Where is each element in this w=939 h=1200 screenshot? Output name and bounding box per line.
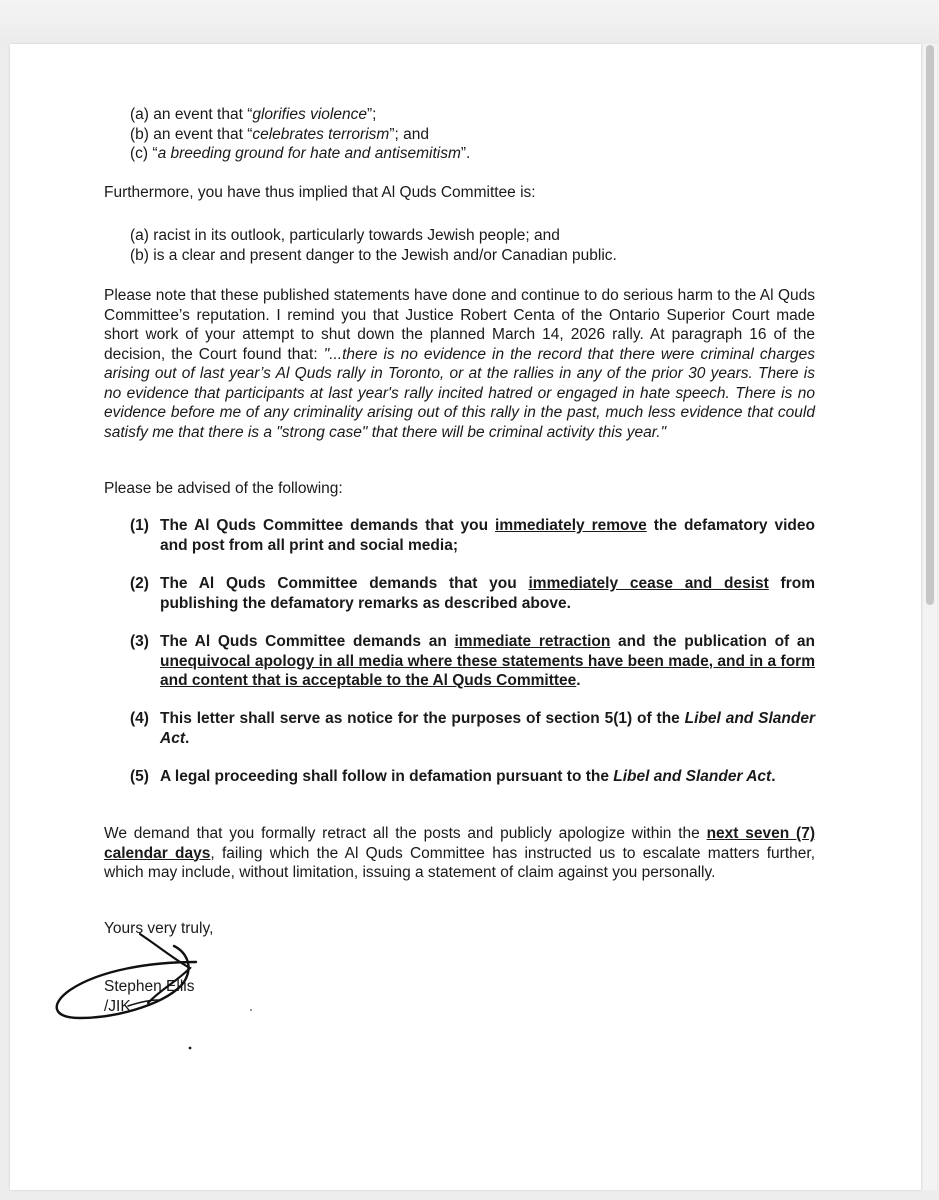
- demand-1: (1) The Al Quds Committee demands that you immediately remove the defamatory video and post from all print and social media;: [130, 517, 815, 554]
- court-quote: "...there is no evidence in the record that there were criminal charges arising out of last year’s Al Quds rally in Toronto, or at the rallies in any of the prior 30 years. There is no evidence that participants at last year's rally incited hatred or engaged in hate speech. There is no evidence before me of any criminality arising out of this rally in the past, much less evidence that could satisfy me that there is a "strong case" that there will be criminal activity this year.": [104, 345, 816, 441]
- demand-3: (3) The Al Quds Committee demands an immediate retraction and the publication of an unequivocal apology in all media where these statements have been made, and in a form and content that is acceptable to the Al Quds Committee.: [130, 633, 815, 689]
- furthermore-paragraph: Furthermore, you have thus implied that Al Quds Committee is:: [104, 184, 536, 201]
- list-item: (b) is a clear and present danger to the Jewish and/or Canadian public.: [130, 246, 617, 264]
- valediction: Yours very truly,: [104, 920, 214, 937]
- list-item: (b) an event that “celebrates terrorism”; and: [130, 125, 429, 143]
- demand-4: (4) This letter shall serve as notice for the purposes of section 5(1) of the Libel and Slander Act.: [130, 710, 815, 747]
- signer-name: Stephen Ellis: [104, 978, 195, 995]
- demand-2: (2) The Al Quds Committee demands that you immediately cease and desist from publishing the defamatory remarks as described above.: [130, 575, 815, 612]
- signer-initials: /JIK: [104, 998, 131, 1015]
- advised-paragraph: Please be advised of the following:: [104, 480, 343, 497]
- list-item: (c) “a breeding ground for hate and antisemitism”.: [130, 145, 471, 162]
- demand-5: (5) A legal proceeding shall follow in defamation pursuant to the Libel and Slander Act.: [130, 768, 776, 785]
- list-item: (a) an event that “glorifies violence”;: [130, 106, 377, 123]
- list-item: (a) racist in its outlook, particularly towards Jewish people; and: [130, 227, 560, 244]
- deadline: next seven (7) calendar days: [104, 825, 815, 862]
- closing-paragraph: We demand that you formally retract all the posts and publicly apologize within the next seven (7) calendar days, failing which the Al Quds Committee has instructed us to escalate matters further, which may include, without limitation, issuing a statement of claim against you personally.: [104, 825, 815, 881]
- harm-paragraph: Please note that these published statements have done and continue to do serious harm to the Al Quds Committee’s reputation. I remind you that Justice Robert Centa of the Ontario Superior Court made short work of your attempt to shut down the planned March 14, 2026 rally. At paragraph 16 of the decision, the Court found that: "...there is no evidence in the record that there were criminal charges arising out of last year’s Al Quds rally in Toronto, or at the rallies in any of the prior 30 years. There is no evidence that participants at last year's rally incited hatred or engaged in hate speech. There is no evidence before me of any criminality arising out of this rally in the past, much less evidence that could satisfy me that there is a "strong case" that there will be criminal activity this year.": [104, 287, 816, 441]
